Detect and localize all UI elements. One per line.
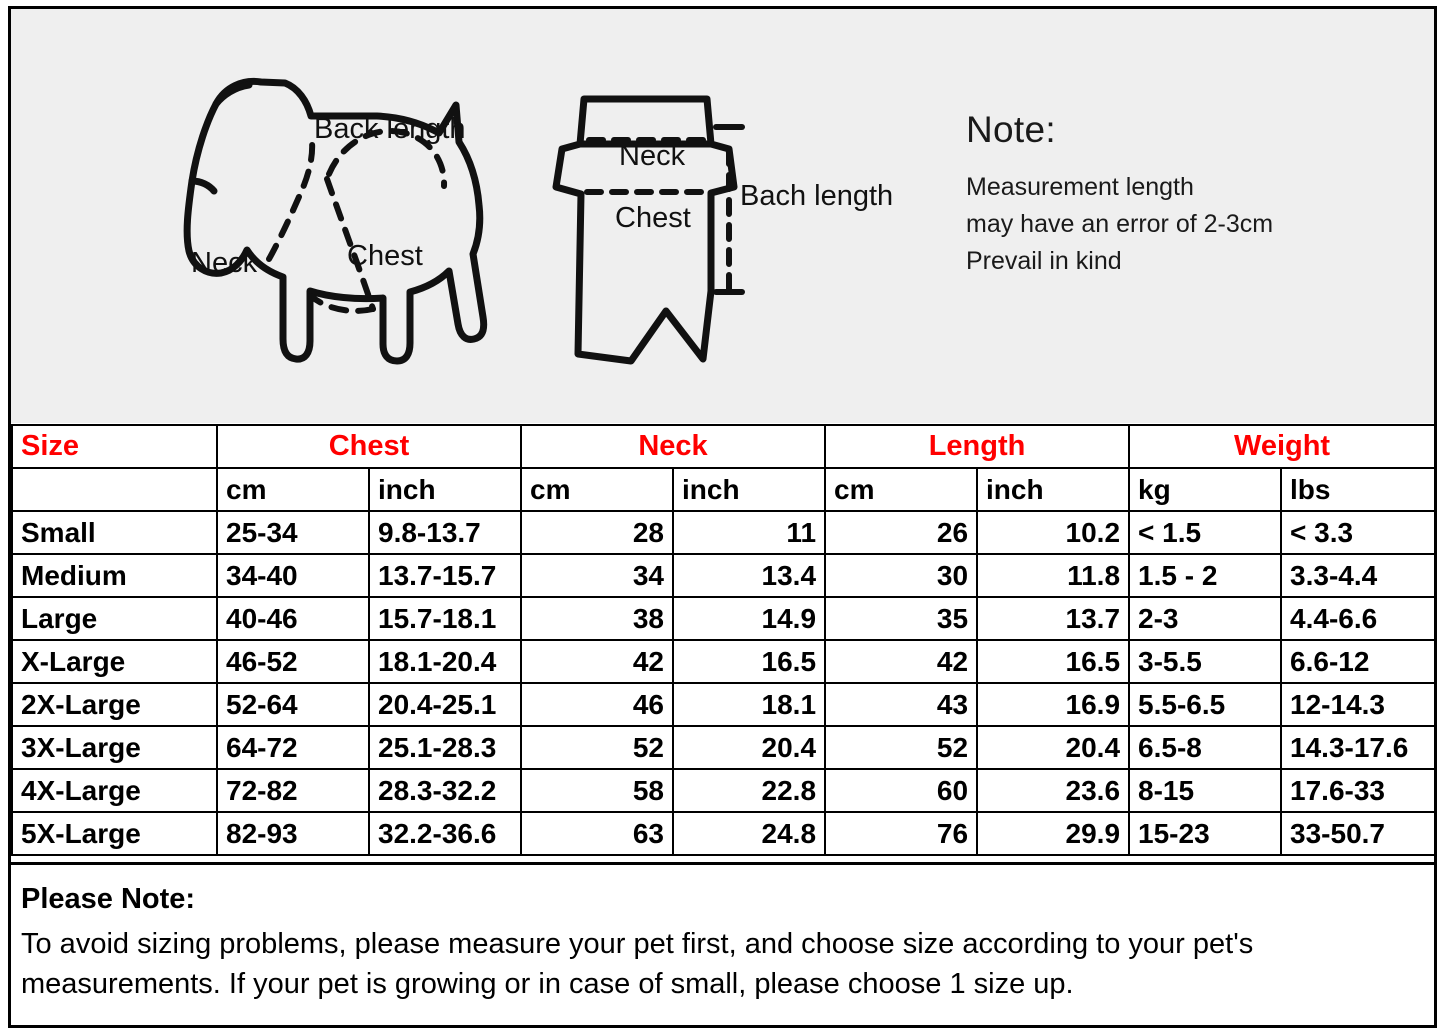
note-line-3: Prevail in kind xyxy=(966,247,1122,275)
unit-weight-kg: kg xyxy=(1129,468,1281,511)
cell-length-inch: 20.4 xyxy=(977,726,1129,769)
unit-neck-inch: inch xyxy=(673,468,825,511)
cell-length-cm: 43 xyxy=(825,683,977,726)
cell-chest-cm: 64-72 xyxy=(217,726,369,769)
cell-length-cm: 52 xyxy=(825,726,977,769)
bottom-note-line-2: measurements. If your pet is growing or in case of small, please choose 1 size up. xyxy=(21,968,1074,1001)
measurement-diagram xyxy=(11,9,951,423)
cell-chest-cm: 72-82 xyxy=(217,769,369,812)
cell-neck-inch: 24.8 xyxy=(673,812,825,855)
cell-weight-kg: 8-15 xyxy=(1129,769,1281,812)
header-length: Length xyxy=(825,425,1129,468)
table-row xyxy=(12,683,1435,726)
cell-neck-inch: 22.8 xyxy=(673,769,825,812)
cell-chest-inch: 15.7-18.1 xyxy=(369,597,521,640)
cell-size: 2X-Large xyxy=(12,683,217,726)
cell-weight-kg: 5.5-6.5 xyxy=(1129,683,1281,726)
cell-length-cm: 30 xyxy=(825,554,977,597)
cell-weight-lbs: < 3.3 xyxy=(1281,511,1435,554)
cell-chest-cm: 46-52 xyxy=(217,640,369,683)
cell-weight-kg: 1.5 - 2 xyxy=(1129,554,1281,597)
cell-length-inch: 16.9 xyxy=(977,683,1129,726)
bottom-note xyxy=(11,862,1434,1022)
unit-chest-inch: inch xyxy=(369,468,521,511)
cell-neck-cm: 42 xyxy=(521,640,673,683)
cell-length-inch: 11.8 xyxy=(977,554,1129,597)
cell-neck-inch: 14.9 xyxy=(673,597,825,640)
cell-size: 3X-Large xyxy=(12,726,217,769)
cell-weight-kg: < 1.5 xyxy=(1129,511,1281,554)
cell-weight-kg: 2-3 xyxy=(1129,597,1281,640)
cell-size: Medium xyxy=(12,554,217,597)
table-row xyxy=(12,554,1435,597)
cell-length-inch: 10.2 xyxy=(977,511,1129,554)
table-header-row xyxy=(12,425,1435,468)
cell-neck-inch: 13.4 xyxy=(673,554,825,597)
cell-weight-lbs: 3.3-4.4 xyxy=(1281,554,1435,597)
cell-chest-cm: 40-46 xyxy=(217,597,369,640)
cell-size: Small xyxy=(12,511,217,554)
cell-chest-inch: 32.2-36.6 xyxy=(369,812,521,855)
cell-neck-inch: 16.5 xyxy=(673,640,825,683)
cell-chest-cm: 82-93 xyxy=(217,812,369,855)
cell-chest-inch: 25.1-28.3 xyxy=(369,726,521,769)
cell-neck-cm: 34 xyxy=(521,554,673,597)
cell-length-inch: 23.6 xyxy=(977,769,1129,812)
unit-blank xyxy=(12,468,217,511)
unit-length-cm: cm xyxy=(825,468,977,511)
table-row xyxy=(12,726,1435,769)
cell-chest-inch: 9.8-13.7 xyxy=(369,511,521,554)
cell-neck-cm: 52 xyxy=(521,726,673,769)
cell-neck-cm: 63 xyxy=(521,812,673,855)
cell-neck-inch: 11 xyxy=(673,511,825,554)
note-block xyxy=(966,109,1406,280)
table-body xyxy=(12,511,1435,855)
cell-length-inch: 16.5 xyxy=(977,640,1129,683)
cell-size: X-Large xyxy=(12,640,217,683)
header-weight: Weight xyxy=(1129,425,1435,468)
cell-length-cm: 76 xyxy=(825,812,977,855)
cell-weight-lbs: 12-14.3 xyxy=(1281,683,1435,726)
dog-label-neck: Neck xyxy=(191,247,258,279)
cell-neck-cm: 28 xyxy=(521,511,673,554)
cell-length-inch: 29.9 xyxy=(977,812,1129,855)
cell-neck-inch: 20.4 xyxy=(673,726,825,769)
unit-neck-cm: cm xyxy=(521,468,673,511)
cell-weight-kg: 3-5.5 xyxy=(1129,640,1281,683)
note-title: Note: xyxy=(966,109,1056,150)
illustration-band xyxy=(11,9,1434,423)
header-neck: Neck xyxy=(521,425,825,468)
header-size: Size xyxy=(12,425,217,468)
unit-length-inch: inch xyxy=(977,468,1129,511)
cell-weight-lbs: 33-50.7 xyxy=(1281,812,1435,855)
dog-label-chest: Chest xyxy=(347,240,423,272)
table-row xyxy=(12,511,1435,554)
cell-chest-cm: 25-34 xyxy=(217,511,369,554)
cell-weight-lbs: 17.6-33 xyxy=(1281,769,1435,812)
cell-length-cm: 26 xyxy=(825,511,977,554)
cell-chest-inch: 13.7-15.7 xyxy=(369,554,521,597)
cell-chest-inch: 20.4-25.1 xyxy=(369,683,521,726)
cell-chest-inch: 28.3-32.2 xyxy=(369,769,521,812)
cell-size: Large xyxy=(12,597,217,640)
table-row xyxy=(12,640,1435,683)
bottom-note-line-1: To avoid sizing problems, please measure your pet first, and choose size according to your pet's xyxy=(21,928,1254,960)
cell-length-cm: 60 xyxy=(825,769,977,812)
table-row xyxy=(12,597,1435,640)
table-row xyxy=(12,812,1435,855)
cell-length-cm: 42 xyxy=(825,640,977,683)
garment-label-neck: Neck xyxy=(619,140,686,172)
cell-weight-kg: 6.5-8 xyxy=(1129,726,1281,769)
unit-chest-cm: cm xyxy=(217,468,369,511)
cell-length-cm: 35 xyxy=(825,597,977,640)
cell-neck-cm: 58 xyxy=(521,769,673,812)
cell-weight-lbs: 6.6-12 xyxy=(1281,640,1435,683)
garment-label-back-length: Bach length xyxy=(740,180,894,212)
unit-weight-lbs: lbs xyxy=(1281,468,1435,511)
cell-chest-cm: 52-64 xyxy=(217,683,369,726)
dog-dashed-measurements-icon xyxy=(269,131,444,311)
cell-weight-lbs: 4.4-6.6 xyxy=(1281,597,1435,640)
dog-label-back-length: Back length xyxy=(314,113,466,145)
bottom-note-title: Please Note: xyxy=(21,883,196,915)
size-table-wrap xyxy=(11,424,1434,856)
size-table xyxy=(11,424,1436,856)
cell-length-inch: 13.7 xyxy=(977,597,1129,640)
cell-chest-cm: 34-40 xyxy=(217,554,369,597)
cell-size: 4X-Large xyxy=(12,769,217,812)
table-row xyxy=(12,769,1435,812)
cell-weight-lbs: 14.3-17.6 xyxy=(1281,726,1435,769)
cell-neck-cm: 38 xyxy=(521,597,673,640)
cell-weight-kg: 15-23 xyxy=(1129,812,1281,855)
table-unit-row xyxy=(12,468,1435,511)
note-line-2: may have an error of 2-3cm xyxy=(966,210,1274,238)
garment-label-chest: Chest xyxy=(615,202,691,234)
note-line-1: Measurement length xyxy=(966,173,1194,201)
cell-chest-inch: 18.1-20.4 xyxy=(369,640,521,683)
cell-neck-cm: 46 xyxy=(521,683,673,726)
cell-neck-inch: 18.1 xyxy=(673,683,825,726)
header-chest: Chest xyxy=(217,425,521,468)
cell-size: 5X-Large xyxy=(12,812,217,855)
